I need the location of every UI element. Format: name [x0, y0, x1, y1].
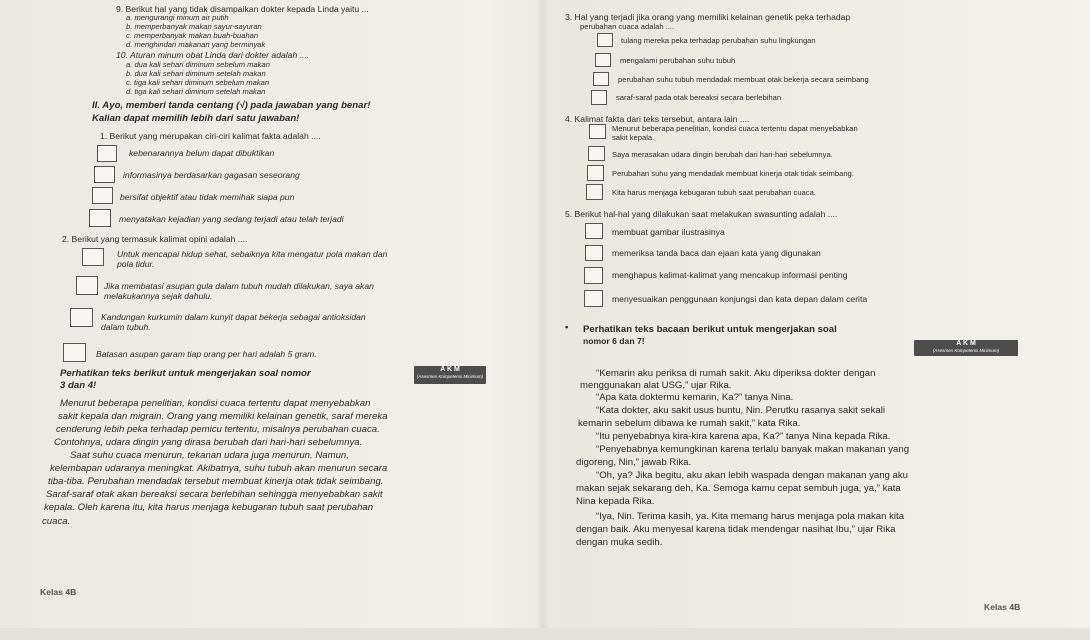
q10-option-b: b. dua kali sehari diminum setelah makan: [126, 69, 266, 78]
passage-line-4: Contohnya, udara dingin yang dirasa berubah dari hari-hari sebelumnya.: [54, 437, 363, 448]
q2-checkbox-3[interactable]: [70, 308, 93, 327]
section-2-title: II. Ayo, memberi tanda centang (√) pada jawaban yang benar!: [92, 100, 371, 111]
q2-option-1-line2: pola tidur.: [117, 259, 155, 269]
section-2-subtitle: Kalian dapat memilih lebih dari satu jawaban!: [92, 113, 300, 124]
passage-line-1: Menurut beberapa penelitian, kondisi cuaca tertentu dapat menyebabkan: [60, 398, 371, 409]
passage-line-9: kepala. Oleh karena itu, kita harus menjaga kebugaran tubuh saat perubahan: [44, 502, 374, 513]
akm-badge-right: [914, 340, 1018, 356]
q2-checkbox-2[interactable]: [76, 276, 98, 295]
book-gutter: [536, 0, 550, 640]
q5-checkbox-3[interactable]: [584, 267, 603, 284]
q3-option-3: perubahan suhu tubuh mendadak membuat otak bekerja secara seimbang: [618, 75, 869, 84]
story-line-5: kemarin sebelum dibawa ke rumah sakit,” kata Rika.: [578, 418, 801, 429]
story-line-1: “Kemarin aku periksa di rumah sakit. Aku diperiksa dokter dengan: [596, 368, 876, 379]
q2-checkbox-4[interactable]: [63, 343, 86, 362]
q1-option-1: kebenarannya belum dapat dibuktikan: [129, 148, 275, 158]
q3-option-4: saraf-saraf pada otak bereaksi secara berlebihan: [616, 93, 782, 102]
instruction-6-7: Perhatikan teks bacaan berikut untuk mengerjakan soal: [583, 324, 837, 335]
q3-checkbox-3[interactable]: [593, 72, 609, 86]
q2-option-1-line1: Untuk mencapai hidup sehat, sebaiknya kita mengatur pola makan dan: [117, 249, 388, 259]
q10-option-a: a. dua kali sehari diminum sebelum makan: [126, 60, 270, 69]
instruction-6-7-line2: nomor 6 dan 7!: [583, 336, 645, 346]
q2-option-3-line1: Kandungan kurkumin dalam kunyit dapat bekerja sebagai antioksidan: [101, 312, 366, 322]
q10-option-c: c. tiga kali sehari diminum sebelum makan: [126, 78, 270, 87]
story-line-3: “Apa kata doktermu kemarin, Ka?” tanya Nina.: [596, 392, 794, 403]
q3-checkbox-4[interactable]: [591, 90, 607, 105]
instruction-3-4-line2: 3 dan 4!: [60, 380, 97, 391]
q9-option-c: c. memperbanyak makan buah-buahan: [126, 31, 259, 40]
q3-option-1: tulang mereka peka terhadap perubahan suhu lingkungan: [621, 36, 816, 45]
story-line-4: “Kata dokter, aku sakit usus buntu, Nin. Perutku rasanya sakit sekali: [596, 405, 886, 416]
q4-option-1-line2: sakit kepala.: [612, 133, 655, 142]
q2-option-3-line2: dalam tubuh.: [101, 322, 151, 332]
q4-checkbox-1[interactable]: [589, 124, 606, 139]
footer-left: Kelas 4B: [40, 587, 77, 597]
q4-stem: 4. Kalimat fakta dari teks tersebut, antara lain ....: [565, 114, 750, 124]
q3-stem-line1: 3. Hal yang terjadi jika orang yang memiliki kelainan genetik peka terhadap: [565, 12, 851, 22]
akm-badge-label: A K M: [956, 340, 976, 347]
q1-stem: 1. Berikut yang merupakan ciri-ciri kalimat fakta adalah ....: [100, 131, 321, 141]
q3-checkbox-1[interactable]: [597, 33, 613, 47]
passage-line-8: Saraf-saraf otak akan bereaksi secara berlebihan sehingga menyebabkan sakit: [46, 489, 383, 500]
q5-checkbox-2[interactable]: [585, 245, 603, 261]
story-line-10: makan sejak sekarang deh, Ka. Semoga kamu cepat sembuh juga, ya,” kata: [576, 483, 901, 494]
q1-checkbox-4[interactable]: [89, 209, 111, 227]
story-line-13: dengan baik. Aku menyesal karena tidak mendengar nasihat Ibu,” ujar Rika: [576, 524, 896, 535]
q3-stem-line2: perubahan cuaca adalah ....: [580, 22, 675, 31]
q2-option-4: Batasan asupan garam tiap orang per hari adalah 5 gram.: [96, 349, 317, 359]
story-line-2: menggunakan alat USG,” ujar Rika.: [580, 380, 732, 391]
q5-checkbox-1[interactable]: [585, 223, 603, 239]
q4-checkbox-4[interactable]: [586, 184, 603, 200]
q5-stem: 5. Berikut hal-hal yang dilakukan saat melakukan swasunting adalah ....: [565, 209, 838, 219]
passage-line-3: cenderung lebih peka terhadap pemicu tertentu, misalnya perubahan cuaca.: [56, 424, 380, 435]
q5-option-4: menyesuaikan penggunaan konjungsi dan kata depan dalam cerita: [612, 294, 868, 304]
q5-option-2: memeriksa tanda baca dan ejaan kata yang digunakan: [612, 248, 821, 258]
q4-option-2: Saya merasakan udara dingin berubah dari hari-hari sebelumnya.: [612, 150, 833, 159]
story-line-7: “Penyebabnya kemungkinan karena terlalu banyak makan makanan yang: [596, 444, 910, 455]
story-line-8: digoreng, Nin,” jawab Rika.: [576, 457, 692, 468]
q1-checkbox-1[interactable]: [97, 145, 117, 162]
story-line-6: “Itu penyebabnya kira-kira karena apa, Ka?” tanya Nina kepada Rika.: [596, 431, 891, 442]
q3-checkbox-2[interactable]: [595, 53, 611, 67]
q5-option-1: membuat gambar ilustrasinya: [612, 227, 725, 237]
footer-right: Kelas 4B: [984, 602, 1021, 612]
passage-line-10: cuaca.: [42, 516, 71, 527]
q4-option-4: Kita harus menjaga kebugaran tubuh saat perubahan cuaca.: [612, 188, 816, 197]
q1-option-4: menyatakan kejadian yang sedang terjadi atau telah terjadi: [119, 214, 344, 224]
passage-line-5: Saat suhu cuaca menurun, tekanan udara juga menurun. Namun,: [70, 450, 349, 461]
q2-checkbox-1[interactable]: [82, 248, 104, 266]
q9-option-a: a. mengurangi minum air putih: [126, 13, 229, 22]
instruction-3-4: Perhatikan teks berikut untuk mengerjakan soal nomor: [60, 368, 311, 379]
q9-option-d: d. menghindari makanan yang berminyak: [126, 40, 266, 49]
story-line-14: dengan muka sedih.: [576, 537, 663, 548]
q9-stem: 9. Berikut hal yang tidak disampaikan dokter kepada Linda yaitu ...: [116, 4, 369, 14]
akm-badge-sub: (Asesmen Kompetensi Minimum): [932, 348, 1000, 353]
q4-checkbox-2[interactable]: [588, 146, 605, 161]
q9-option-b: b. memperbanyak makan sayur-sayuran: [126, 22, 262, 31]
q10-stem: 10. Aturan minum obat Linda dari dokter adalah ....: [116, 50, 310, 60]
akm-badge-label: A K M: [440, 366, 460, 373]
q10-option-d: d. tiga kali sehari diminum setelah makan: [126, 87, 266, 96]
q4-option-3: Perubahan suhu yang mendadak membuat kinerja otak tidak seimbang.: [612, 169, 854, 178]
akm-badge-sub: (Asesmen Kompetensi Minimum): [416, 374, 484, 379]
bullet-dot: •: [565, 322, 569, 333]
q1-checkbox-2[interactable]: [94, 166, 115, 183]
story-line-11: Nina kepada Rika.: [576, 496, 655, 507]
q1-option-2: informasinya berdasarkan gagasan seseorang: [123, 170, 300, 180]
q4-checkbox-3[interactable]: [587, 165, 604, 181]
akm-badge-left: [414, 366, 486, 384]
q2-option-2-line2: melakukannya sejak dahulu.: [104, 291, 213, 301]
story-line-9: “Oh, ya? Jika begitu, aku akan lebih waspada dengan makanan yang aku: [596, 470, 909, 481]
story-line-12: “Iya, Nin. Terima kasih, ya. Kita memang harus menjaga pola makan kita: [596, 511, 905, 522]
q2-stem: 2. Berikut yang termasuk kalimat opini adalah ....: [62, 234, 248, 244]
q1-option-3: bersifat objektif atau tidak memihak siapa pun: [120, 192, 295, 202]
passage-line-6: kelembapan udaranya meningkat. Akibatnya, suhu tubuh akan menurun secara: [50, 463, 388, 474]
q1-checkbox-3[interactable]: [92, 187, 113, 204]
q5-option-3: menghapus kalimat-kalimat yang mencakup informasi penting: [612, 270, 848, 280]
passage-line-2: sakit kepala dan migrain. Orang yang memiliki kelainan genetik, saraf mereka: [58, 411, 388, 422]
bottom-edge: [0, 628, 1090, 640]
q5-checkbox-4[interactable]: [584, 290, 603, 307]
passage-line-7: tiba-tiba. Perubahan mendadak tersebut membuat kinerja otak tidak seimbang.: [48, 476, 384, 487]
q4-option-1-line1: Menurut beberapa penelitian, kondisi cuaca tertentu dapat menyebabkan: [612, 124, 858, 133]
q2-option-2-line1: Jika membatasi asupan gula dalam tubuh mudah dilakukan, saya akan: [104, 281, 374, 291]
q3-option-2: mengalami perubahan suhu tubuh: [620, 56, 736, 65]
